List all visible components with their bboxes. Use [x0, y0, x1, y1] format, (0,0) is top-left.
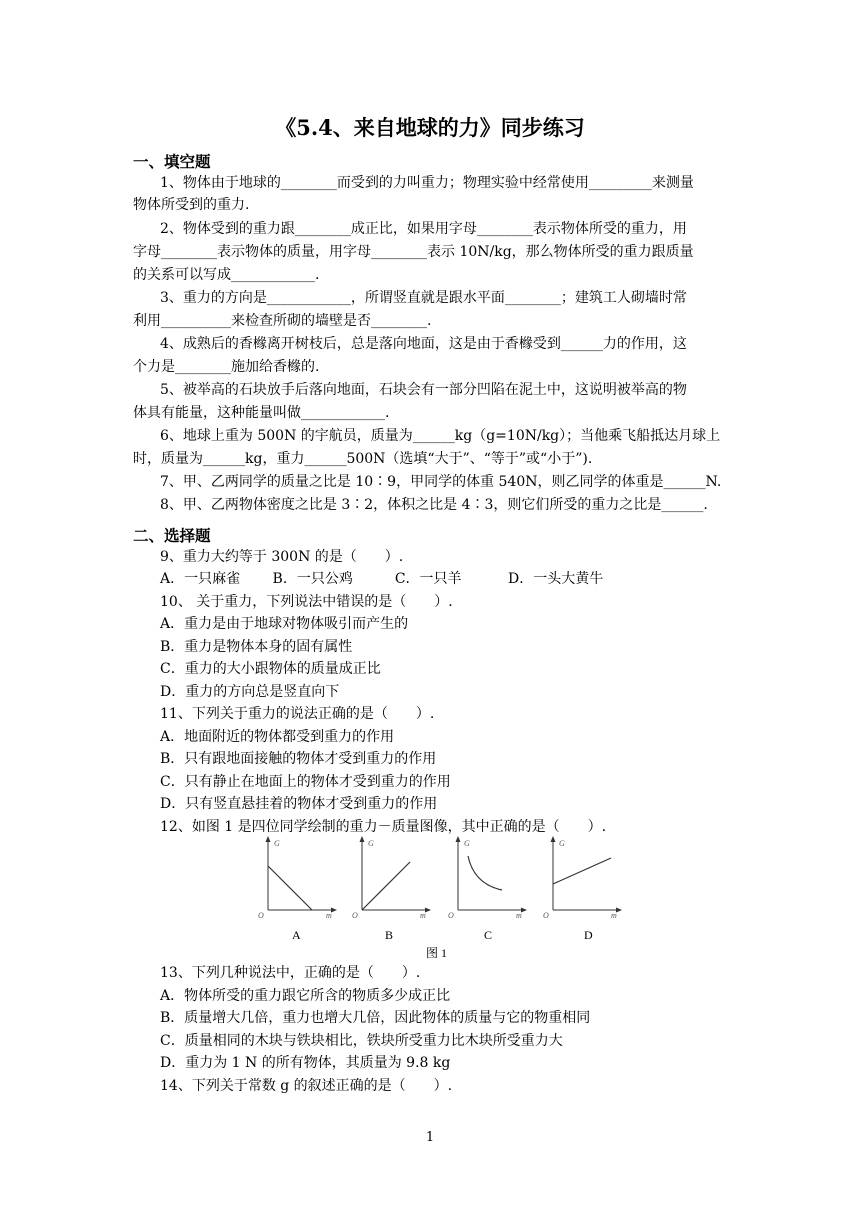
axis-label-g: G	[368, 839, 374, 848]
origin-label: O	[448, 911, 454, 920]
question-9: 9、重力大约等于 300N 的是（ ）.	[160, 549, 404, 565]
axis-label-g: G	[274, 839, 280, 848]
question-9-options: A．一只麻雀 B．一只公鸡 C．一只羊 D．一头大黄牛	[160, 571, 604, 587]
graph-c-label: C	[484, 928, 493, 942]
page-number: 1	[425, 1130, 435, 1145]
question-1-line-1: 1、物体由于地球的________而受到的力叫重力；物理实验中经常使用_________来测量	[160, 175, 694, 191]
question-6-line-1: 6、地球上重为 500N 的宇航员，质量为______kg（g=10N/kg）；当他乘飞船抵达月球上	[160, 428, 721, 444]
question-2-line-2: 字母________表示物体的质量，用字母________表示 10N/kg，那么物体所受的重力跟质量	[133, 244, 694, 260]
question-11-option-a: A．地面附近的物体都受到重力的作用	[160, 729, 395, 745]
question-11-option-b: B．只有跟地面接触的物体才受到重力的作用	[160, 751, 437, 767]
question-8: 8、甲、乙两物体密度之比是 3∶2，体积之比是 4∶3，则它们所受的重力之比是______.	[160, 497, 708, 513]
section-choice-heading: 二、选择题	[133, 526, 211, 545]
question-11: 11、下列关于重力的说法正确的是（ ）.	[160, 706, 435, 722]
question-11-option-c: C．只有静止在地面上的物体才受到重力的作用	[160, 774, 451, 790]
question-3-line-1: 3、重力的方向是____________，所谓竖直就是跟水平面________；建筑工人砌墙时常	[160, 290, 687, 306]
question-13: 13、下列几种说法中，正确的是（ ）.	[160, 965, 421, 981]
question-4-line-1: 4、成熟后的香橼离开树枝后，总是落向地面，这是由于香橼受到______力的作用，这	[160, 336, 687, 352]
question-14: 14、下列关于常数 g 的叙述正确的是（ ）.	[160, 1078, 453, 1094]
graph-d	[541, 834, 625, 920]
graph-b	[350, 834, 434, 920]
question-10-option-c: C．重力的大小跟物体的质量成正比	[160, 661, 381, 677]
origin-label: O	[258, 911, 264, 920]
question-1-line-2: 物体所受到的重力.	[133, 197, 250, 213]
axis-label-m: m	[420, 911, 426, 920]
figure-caption: 图 1	[426, 946, 448, 960]
question-13-option-c: C．质量相同的木块与铁块相比，铁块所受重力比木块所受重力大	[160, 1033, 563, 1049]
question-3-line-2: 利用__________来检查所砌的墙壁是否________.	[133, 313, 432, 329]
graph-c	[446, 834, 530, 920]
question-5-line-2: 体具有能量，这种能量叫做____________.	[133, 405, 390, 421]
question-12: 12、如图 1 是四位同学绘制的重力－质量图像，其中正确的是（ ）.	[160, 819, 607, 835]
question-10: 10、 关于重力，下列说法中错误的是（ ）.	[160, 594, 453, 610]
axis-label-g: G	[559, 839, 565, 848]
axis-label-m: m	[611, 911, 617, 920]
question-2-line-3: 的关系可以写成____________.	[133, 267, 320, 283]
question-2-line-1: 2、物体受到的重力跟________成正比，如果用字母________表示物体所受的重力，用	[160, 221, 687, 237]
graph-a	[256, 834, 340, 920]
question-13-option-d: D．重力为 1 N 的所有物体，其质量为 9.8 kg	[160, 1055, 451, 1071]
question-13-option-b: B．质量增大几倍，重力也增大几倍，因此物体的质量与它的物重相同	[160, 1010, 591, 1026]
page-title: 《5.4、来自地球的力》同步练习	[275, 115, 585, 140]
question-13-option-a: A．物体所受的重力跟它所含的物质多少成正比	[160, 988, 451, 1004]
origin-label: O	[543, 911, 549, 920]
origin-label: O	[352, 911, 358, 920]
question-11-option-d: D．只有竖直悬挂着的物体才受到重力的作用	[160, 796, 438, 812]
question-7: 7、甲、乙两同学的质量之比是 10∶9，甲同学的体重 540N，则乙同学的体重是______N.	[160, 474, 722, 490]
graph-b-label: B	[385, 928, 394, 942]
question-10-option-d: D．重力的方向总是竖直向下	[160, 684, 340, 700]
question-4-line-2: 个力是________施加给香橼的.	[133, 359, 320, 375]
question-10-option-a: A．重力是由于地球对物体吸引而产生的	[160, 616, 409, 632]
question-5-line-1: 5、被举高的石块放手后落向地面，石块会有一部分凹陷在泥土中，这说明被举高的物	[160, 382, 687, 398]
axis-label-m: m	[516, 911, 522, 920]
axis-label-g: G	[464, 839, 470, 848]
question-10-option-b: B．重力是物体本身的固有属性	[160, 639, 353, 655]
graph-a-label: A	[292, 928, 301, 942]
question-6-line-2: 时，质量为______kg，重力______500N（选填“大于”、“等于”或“小于”).	[133, 451, 593, 467]
section-fill-heading: 一、填空题	[133, 152, 211, 171]
axis-label-m: m	[326, 911, 332, 920]
graph-d-label: D	[584, 928, 593, 942]
